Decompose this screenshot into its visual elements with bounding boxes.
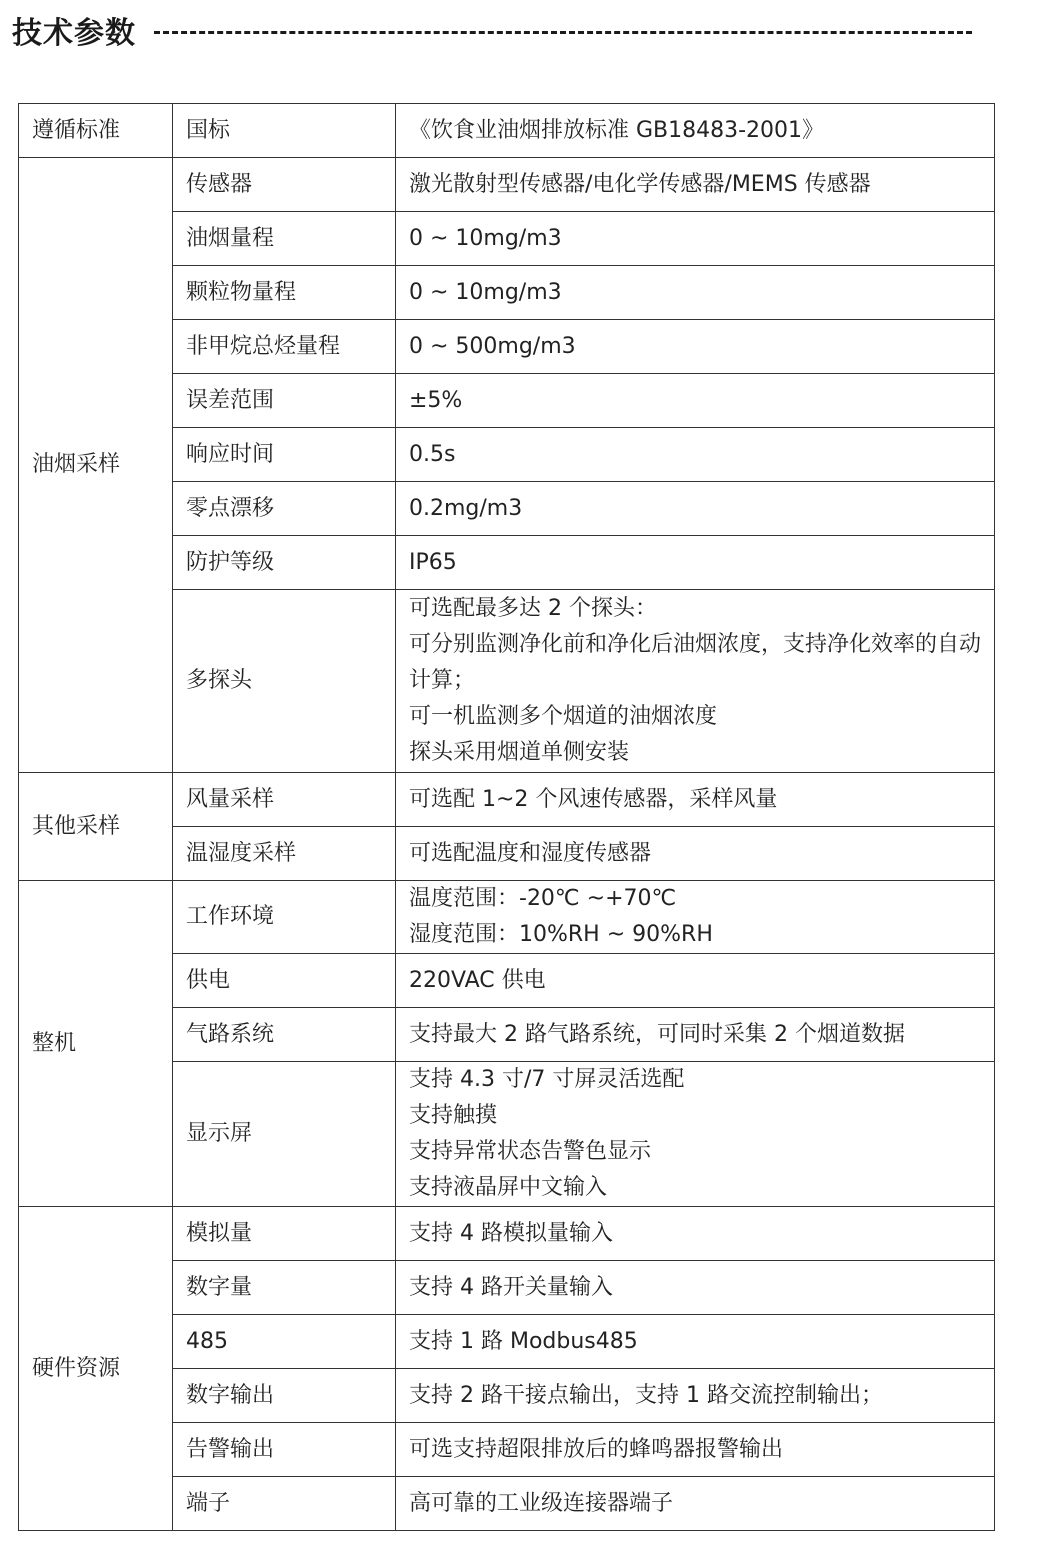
value-line: 220VAC 供电 [409,967,546,993]
value-cell: 《饮食业油烟排放标准 GB18483-2001》 [396,104,995,158]
value-line: 0 ~ 10mg/m3 [409,279,562,305]
value-line: 0 ~ 500mg/m3 [409,333,576,359]
value-cell [396,1315,995,1369]
value-cell [396,827,995,881]
value-cell [396,1477,995,1531]
value-cell [396,590,995,773]
value-cell [396,954,995,1008]
value-line: 温度范围：-20℃ ~+70℃ [409,886,677,911]
param-cell: 非甲烷总烃量程 [173,320,396,374]
value-line: IP65 [409,549,457,575]
table-row [19,1207,995,1261]
category-cell: 油烟采样 [19,158,173,773]
param-cell: 响应时间 [173,428,396,482]
title-divider [154,31,972,34]
param-cell: 误差范围 [173,374,396,428]
param-cell: 防护等级 [173,536,396,590]
value-line: 支持 4 路开关量输入 [409,1274,613,1300]
value-line: 支持异常状态告警色显示 [409,1139,652,1164]
value-cell [396,374,995,428]
value-cell [396,881,995,954]
value-line: 0.2mg/m3 [409,495,523,521]
table-row [19,158,995,212]
param-cell: 工作环境 [173,881,396,954]
value-line: 高可靠的工业级连接器端子 [409,1490,674,1516]
value-cell [396,212,995,266]
value-line: 支持 2 路干接点输出，支持 1 路交流控制输出； [409,1382,883,1408]
value-line: ±5% [409,387,463,413]
param-cell: 油烟量程 [173,212,396,266]
param-cell: 风量采样 [173,773,396,827]
param-cell: 多探头 [173,590,396,773]
value-line: 激光散射型传感器/电化学传感器/MEMS 传感器 [409,171,871,197]
category-cell: 硬件资源 [19,1207,173,1531]
value-line: 可选配 1~2 个风速传感器，采样风量 [409,786,778,812]
value-cell [396,266,995,320]
table-row [19,104,995,158]
value-line: 探头采用烟道单侧安装 [409,740,630,765]
param-cell: 数字输出 [173,1369,396,1423]
param-cell: 显示屏 [173,1062,396,1207]
param-cell: 数字量 [173,1261,396,1315]
value-cell [396,1207,995,1261]
param-cell: 端子 [173,1477,396,1531]
value-cell [396,1261,995,1315]
param-cell: 零点漂移 [173,482,396,536]
value-cell [396,1008,995,1062]
param-cell: 气路系统 [173,1008,396,1062]
category-cell: 遵循标准 [19,104,173,158]
value-line: 可选配温度和湿度传感器 [409,840,652,866]
value-cell [396,1062,995,1207]
value-line: 支持最大 2 路气路系统，可同时采集 2 个烟道数据 [409,1021,905,1047]
value-line: 支持 4.3 寸/7 寸屏灵活选配 [409,1067,685,1092]
value-line: 湿度范围：10%RH ~ 90%RH [409,922,713,947]
param-cell: 模拟量 [173,1207,396,1261]
value-cell [396,158,995,212]
value-line: 支持触摸 [409,1103,498,1128]
value-line: 可选支持超限排放后的蜂鸣器报警输出 [409,1436,784,1462]
value-cell [396,428,995,482]
value-line: 支持 1 路 Modbus485 [409,1328,638,1354]
section-header [12,6,972,54]
value-line: 0 ~ 10mg/m3 [409,225,562,251]
param-cell: 国标 [173,104,396,158]
value-line: 0.5s [409,441,456,467]
value-cell [396,320,995,374]
spec-table-body [19,104,995,1531]
value-line: 支持 4 路模拟量输入 [409,1220,613,1246]
value-line: 可选配最多达 2 个探头： [409,596,657,621]
value-line: 可一机监测多个烟道的油烟浓度 [409,704,718,729]
value-line: 支持液晶屏中文输入 [409,1175,608,1200]
value-cell [396,536,995,590]
value-cell [396,482,995,536]
value-line: 可分别监测净化前和净化后油烟浓度，支持净化效率的自动计算； [409,632,982,693]
param-cell: 温湿度采样 [173,827,396,881]
param-cell: 颗粒物量程 [173,266,396,320]
spec-table [18,103,995,1531]
param-cell: 485 [173,1315,396,1369]
value-cell [396,773,995,827]
category-cell: 其他采样 [19,773,173,881]
param-cell: 供电 [173,954,396,1008]
table-row [19,773,995,827]
category-cell: 整机 [19,881,173,1207]
page-title: 技术参数 [12,16,136,51]
param-cell: 告警输出 [173,1423,396,1477]
value-cell [396,1369,995,1423]
table-row [19,881,995,954]
param-cell: 传感器 [173,158,396,212]
value-cell [396,1423,995,1477]
